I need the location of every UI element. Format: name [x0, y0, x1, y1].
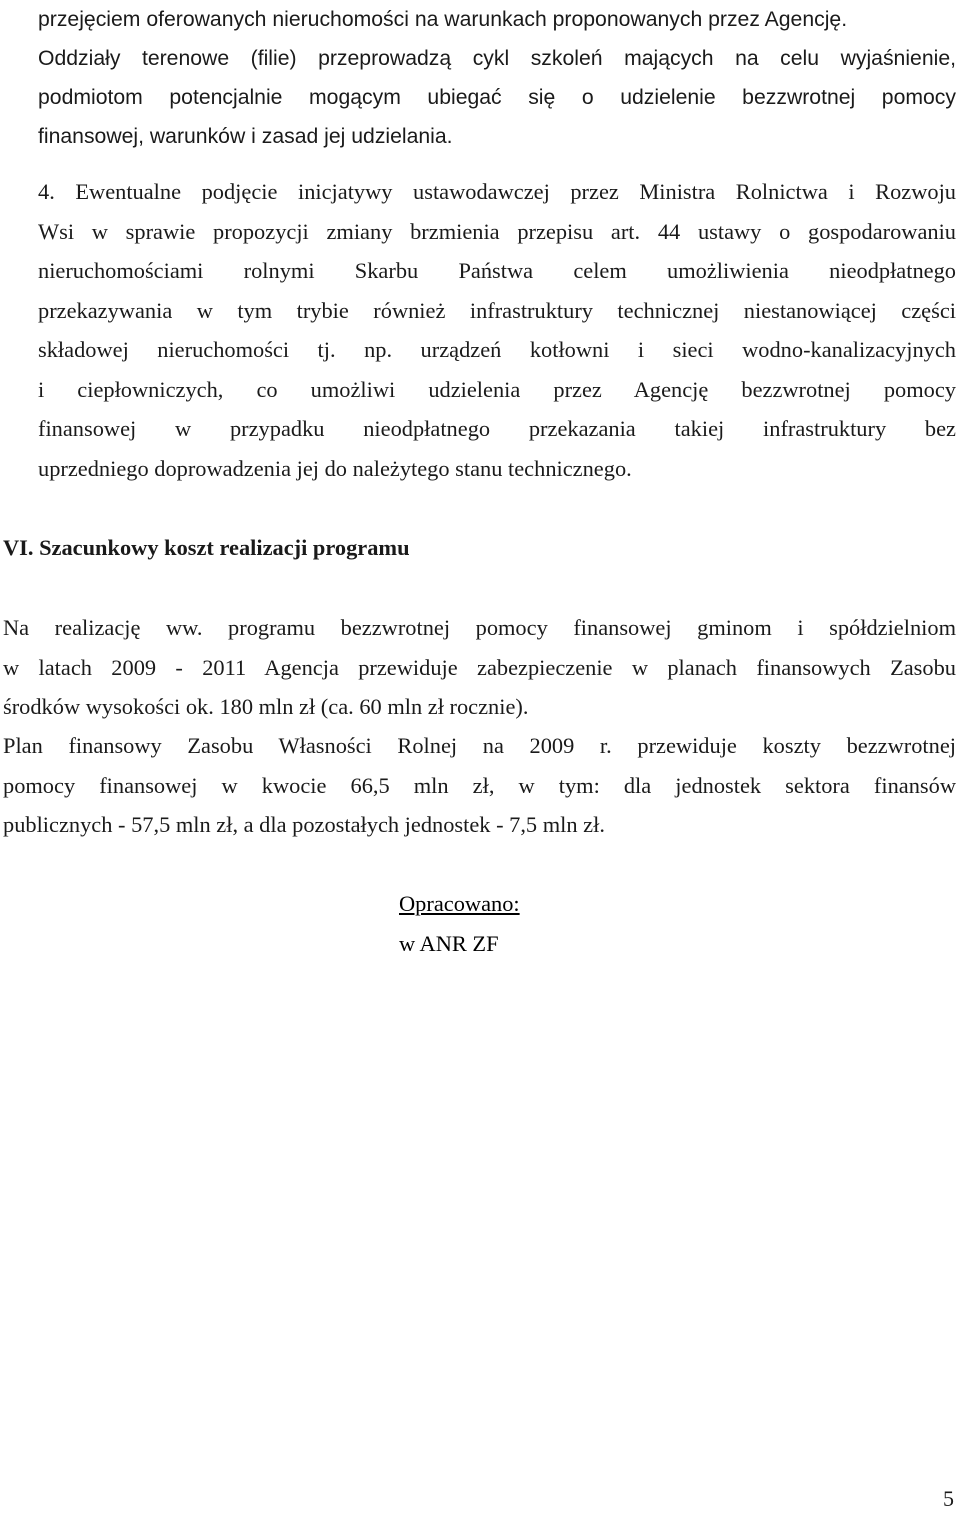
prepared-by-block [399, 884, 520, 963]
intro-line-1: przejęciem oferowanych nieruchomości na warunkach proponowanych przez Agencję. [38, 8, 848, 31]
prepared-by-value: w ANR ZF [399, 930, 499, 956]
point4-line-8: uprzedniego doprowadzenia jej do należytego stanu technicznego. [38, 455, 632, 481]
prepared-by-label: Opracowano: [399, 891, 520, 916]
intro-paragraph [38, 0, 956, 156]
point4-line-7: finansowej w przypadku nieodpłatnego przekazania takiej infrastruktury bez [38, 416, 956, 441]
cost2-line-1: Plan finansowy Zasobu Własności Rolnej na 2009 r. przewiduje koszty bezzwrotnej [3, 733, 956, 758]
point-4-paragraph [38, 172, 956, 488]
point4-line-4: przekazywania w tym trybie również infrastruktury technicznej niestanowiącej części [38, 297, 956, 323]
point4-line-3: nieruchomościami rolnymi Skarbu Państwa celem umożliwienia nieodpłatnego [38, 258, 956, 283]
intro-line-3: podmiotom potencjalnie mogącym ubiegać się o udzielenie bezzwrotnej pomocy [38, 86, 956, 109]
point4-line-1: 4. Ewentualne podjęcie inicjatywy ustawodawczej przez Ministra Rolnictwa i Rozwoju [38, 179, 956, 204]
point4-line-6: i ciepłowniczych, co umożliwi udzielenia przez Agencję bezzwrotnej pomocy [38, 376, 956, 402]
cost1-line-2: w latach 2009 - 2011 Agencja przewiduje zabezpieczenie w planach finansowych Zasobu [3, 654, 956, 680]
page-number: 5 [943, 1486, 954, 1511]
intro-line-2: Oddziały terenowe (filie) przeprowadzą cykl szkoleń mających na celu wyjaśnienie, [38, 47, 956, 70]
section-heading: VI. Szacunkowy koszt realizacji programu [3, 535, 410, 560]
cost-paragraph-1 [3, 608, 956, 727]
cost2-line-2: pomocy finansowej w kwocie 66,5 mln zł, w tym: dla jednostek sektora finansów [3, 772, 956, 798]
cost2-line-3: publicznych - 57,5 mln zł, a dla pozostałych jednostek - 7,5 mln zł. [3, 812, 605, 837]
point4-line-5: składowej nieruchomości tj. np. urządzeń kotłowni i sieci wodno-kanalizacyjnych [38, 337, 956, 362]
cost1-line-1: Na realizację ww. programu bezzwrotnej pomocy finansowej gminom i spółdzielniom [3, 615, 956, 640]
cost1-line-3: środków wysokości ok. 180 mln zł (ca. 60 mln zł rocznie). [3, 694, 529, 719]
cost-paragraph-2 [3, 726, 956, 845]
intro-line-4: finansowej, warunków i zasad jej udzielania. [38, 125, 453, 148]
point4-line-2: Wsi w sprawie propozycji zmiany brzmienia przepisu art. 44 ustawy o gospodarowaniu [38, 218, 956, 244]
